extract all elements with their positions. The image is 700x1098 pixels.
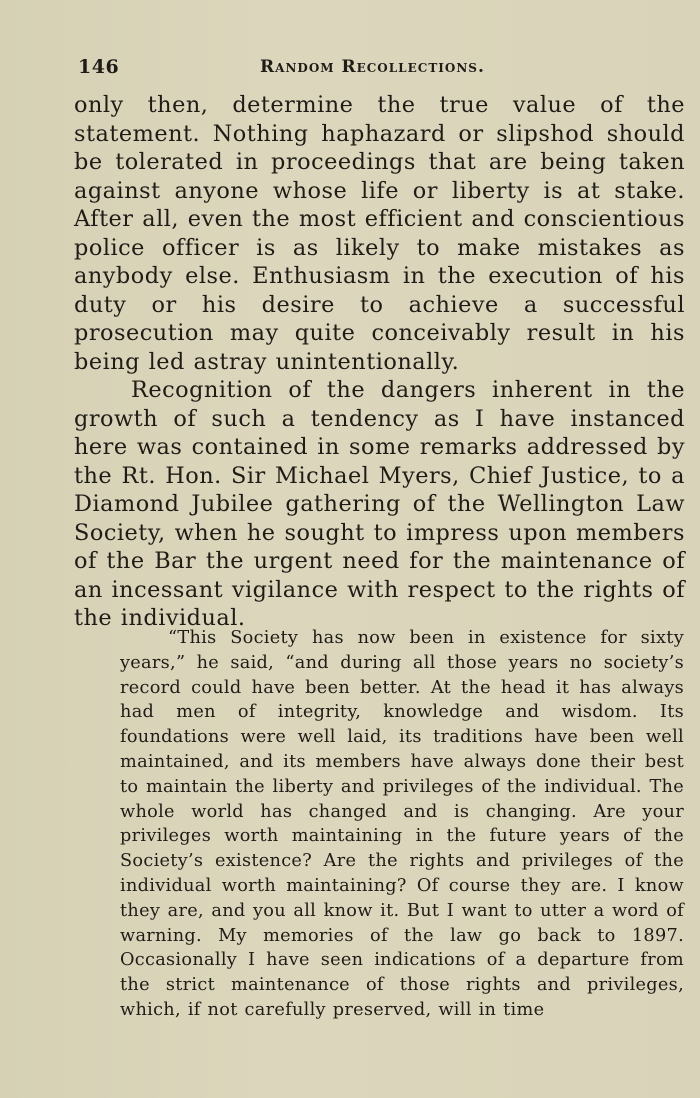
block-quote xyxy=(120,626,684,1023)
body-text xyxy=(74,91,685,633)
paragraph: Recognition of the dangers inherent in the growth of such a tendency as I have instanced here was contained in some remarks addressed by the Rt. Hon. Sir Michael Myers, Chief Justice, to a Diamond Jubilee gathering of the Wellington Law Society, when he sought to impress upon members of the Bar the urgent need for the maintenance of an incessant vigilance with respect to the rights of the individual. xyxy=(74,377,685,631)
quote-paragraph: “This Society has now been in existence for sixty years,” he said, “and during all those years no society’s record could have been better. At the head it has always had men of integrity, knowledge and wisdom. Its foundations were well laid, its traditions have been well maintained, and its members have always done their best to maintain the liberty and privileges of the individual. The whole world has changed and is changing. Are your privileges worth maintaining in the future years of the Society’s existence? Are the rights and privileges of the individual worth maintaining? Of course they are. I know they are, and you all know it. But I want to utter a word of warning. My memories of the law go back to 1897. Occasionally I have seen indications of a departure from the strict maintenance of those rights and privileges, which, if not carefully preserved, will in time xyxy=(120,628,684,1020)
paragraph-continuation: only then, determine the true value of the statement. Nothing haphazard or slipshod should be tolerated in proceedings that are being taken against anyone whose life or liberty is at stake. After all, even the most efficient and conscientious police officer is as likely to make mistakes as anybody else. Enthusiasm in the execution of his duty or his desire to achieve a successful prosecution may quite conceivably result in his being led astray unintentionally. xyxy=(74,92,685,375)
running-title: Random Recollections. xyxy=(260,57,485,77)
page-header xyxy=(78,56,685,86)
page-number: 146 xyxy=(78,56,120,78)
